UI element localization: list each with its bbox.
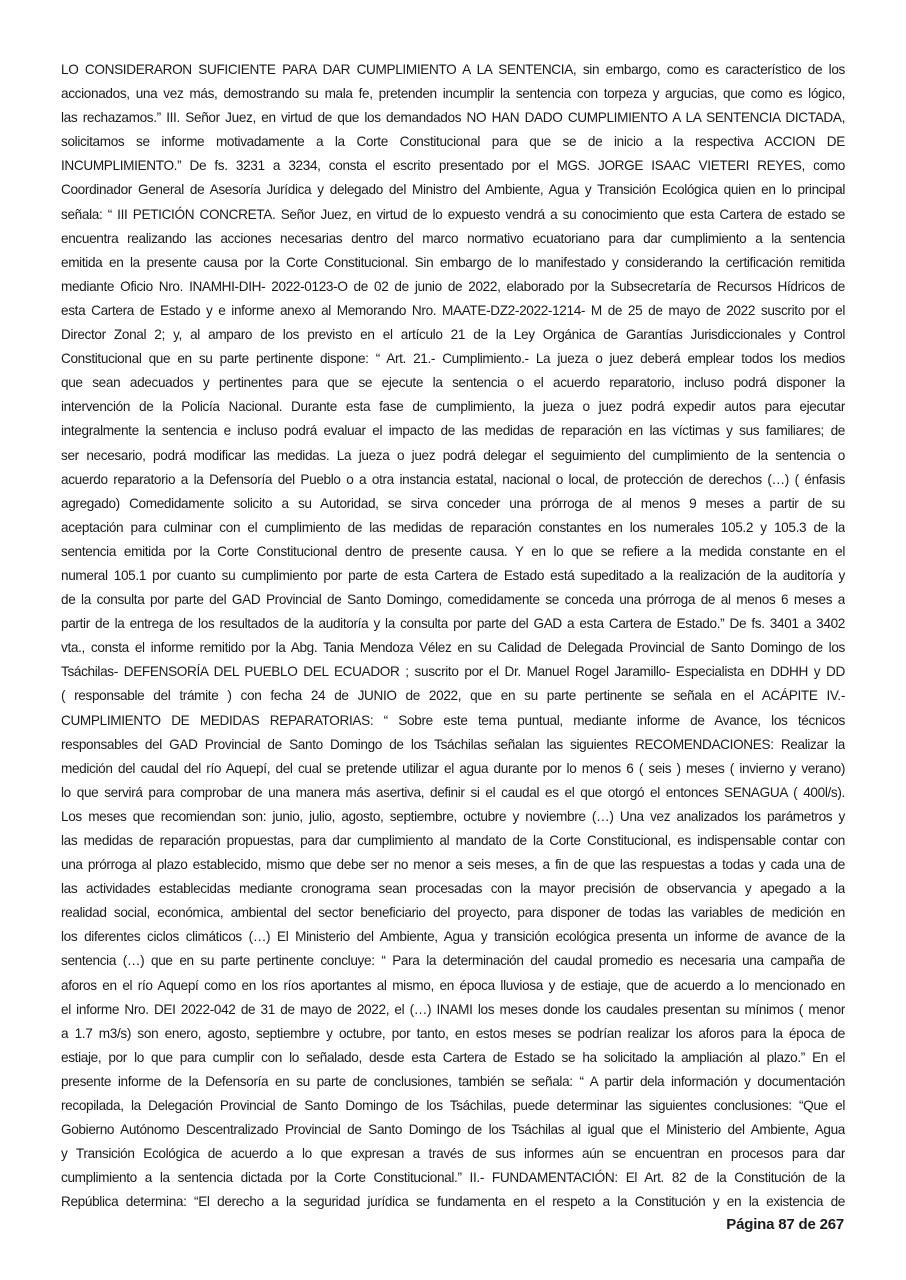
text-line: Tsáchilas- DEFENSORÍA DEL PUEBLO DEL ECUADOR ; suscrito por el Dr. Manuel Rogel Jaramillo- Especialista en DDHH y DD	[61, 664, 845, 680]
text-line: responsables del GAD Provincial de Santo Domingo de los Tsáchilas señalan las siguientes RECOMENDACIONES: Realizar la	[61, 736, 845, 752]
text-line: recopilada, la Delegación Provincial de Santo Domingo de los Tsáchilas, puede determinar las siguientes conclusiones: “Que el	[61, 1098, 845, 1114]
text-line: cumplimiento a la sentencia dictada por la Corte Constitucional.” II.- FUNDAMENTACIÓN: El Art. 82 de la Constitución de la	[61, 1170, 845, 1186]
text-line: el informe Nro. DEI 2022-042 de 31 de mayo de 2022, el (…) INAMI los meses donde los caudales presentan su mínimos ( menor	[61, 1001, 845, 1017]
text-line: emitida en la presente causa por la Corte Constitucional. Sin embargo de lo manifestado y considerando la certificación remitida	[61, 254, 845, 270]
text-line: aceptación para culminar con el cumplimiento de las medidas de reparación constantes en los numerales 105.2 y 105.3 de la	[61, 519, 845, 535]
text-line: acuerdo reparatorio a la Defensoría del Pueblo o a otra instancia estatal, nacional o local, de protección de derechos (…) ( énfasis	[61, 471, 845, 487]
text-line: señala: “ III PETICIÓN CONCRETA. Señor Juez, en virtud de lo expuesto vendrá a su conocimiento que esta Cartera de estado se	[61, 206, 845, 222]
text-line: intervención de la Policía Nacional. Durante esta fase de cumplimiento, la jueza o juez podrá expedir autos para ejecutar	[61, 399, 845, 415]
text-line: CUMPLIMIENTO DE MEDIDAS REPARATORIAS: “ Sobre este tema puntual, mediante informe de Avance, los técnicos	[61, 712, 845, 728]
text-line: INCUMPLIMIENTO.” De fs. 3231 a 3234, consta el escrito presentado por el MGS. JORGE ISAAC VIETERI REYES, como	[61, 158, 845, 174]
text-line: mediante Oficio Nro. INAMHI-DIH- 2022-0123-O de 02 de junio de 2022, elaborado por la Subsecretaría de Recursos Hídricos de	[61, 278, 845, 294]
text-line: medición del caudal del río Aquepí, del cual se pretende utilizar el agua durante por lo menos 6 ( seis ) meses ( invierno y verano)	[61, 760, 845, 776]
text-line: presente informe de la Defensoría en su parte de conclusiones, también se señala: “ A partir dela información y documentación	[61, 1073, 845, 1089]
text-line: República determina: “El derecho a la seguridad jurídica se fundamenta en el respeto a la Constitución y en la existencia de	[61, 1194, 845, 1210]
text-line: esta Cartera de Estado y e informe anexo al Memorando Nro. MAATE-DZ2-2022-1214- M de 25 de mayo de 2022 suscrito por el	[61, 302, 845, 318]
text-line: accionados, una vez más, demostrando su mala fe, pretenden incumplir la sentencia con torpeza y argucias, que como es lógico,	[61, 86, 845, 102]
text-line: Coordinador General de Asesoría Jurídica y delegado del Ministro del Ambiente, Agua y Transición Ecológica quien en lo principal	[61, 182, 845, 198]
text-line: Constitucional que en su parte pertinente dispone: “ Art. 21.- Cumplimiento.- La jueza o juez deberá emplear todos los medios	[61, 351, 845, 367]
text-line: encuentra realizando las acciones necesarias dentro del marco normativo ecuatoriano para dar cumplimiento a la sentencia	[61, 230, 845, 246]
text-line: realidad social, económica, ambiental del sector beneficiario del proyecto, para disponer de todas las variables de medición en	[61, 905, 845, 921]
text-line: las actividades establecidas mediante cronograma sean procesadas con la mayor precisión de observancia y apegado a la	[61, 881, 845, 897]
text-line: lo que servirá para comprobar de una manera más asertiva, definir si el caudal es el que otorgó el entonces SENAGUA ( 400l/s).	[61, 784, 845, 800]
text-line: vta., consta el informe remitido por la Abg. Tania Mendoza Vélez en su Calidad de Delegada Provincial de Santo Domingo de los	[61, 640, 845, 656]
text-line: partir de la entrega de los resultados de la auditoría y la consulta por parte del GAD a esta Cartera de Estado.” De fs. 3401 a 3402	[61, 616, 845, 632]
text-line: agregado) Comedidamente solicito a su Autoridad, se sirva conceder una prórroga de al menos 9 meses a partir de su	[61, 495, 845, 511]
text-line: LO CONSIDERARON SUFICIENTE PARA DAR CUMPLIMIENTO A LA SENTENCIA, sin embargo, como es característico de los	[61, 62, 845, 77]
text-line: ( responsable del trámite ) con fecha 24 de JUNIO de 2022, que en su parte pertinente se señala en el ACÁPITE IV.-	[61, 688, 845, 704]
text-line: integralmente la sentencia e incluso podrá evaluar el impacto de las medidas de reparación en las víctimas y sus familiares; de	[61, 423, 845, 439]
body-text	[61, 58, 845, 1215]
text-line: las rechazamos.” III. Señor Juez, en virtud de que los demandados NO HAN DADO CUMPLIMIENTO A LA SENTENCIA DICTADA,	[61, 110, 845, 126]
text-line: aforos en el río Aquepí como en los ríos aportantes al mismo, en época lluviosa y de estiaje, que de acuerdo a lo mencionado en	[61, 977, 845, 993]
text-line: que sean adecuados y pertinentes para que se ejecute la sentencia o el acuerdo reparatorio, incluso podrá disponer la	[61, 375, 845, 391]
text-line: ser necesario, podrá modificar las medidas. La jueza o juez podrá delegar el seguimiento del cumplimiento de la sentencia o	[61, 447, 845, 463]
text-line: las medidas de reparación propuestas, para dar cumplimiento al mandato de la Corte Constitucional, es indispensable contar con	[61, 833, 845, 848]
text-line: los diferentes ciclos climáticos (…) El Ministerio del Ambiente, Agua y transición ecológica presenta un informe de avance de la	[61, 929, 845, 945]
text-line: a 1.7 m3/s) son enero, agosto, septiembre y octubre, por tanto, en estos meses se podrían realizar los aforos para la época de	[61, 1025, 845, 1041]
text-line: sentencia (…) que en su parte pertinente concluye: “ Para la determinación del caudal promedio es necesaria una campaña de	[61, 953, 845, 969]
text-line: numeral 105.1 por cuanto su cumplimiento por parte de esta Cartera de Estado está supeditado a la realización de la auditoría y	[61, 567, 845, 583]
text-line: una prórroga al plazo establecido, mismo que debe ser no menor a seis meses, a fin de que las respuestas a todas y cada una de	[61, 857, 845, 873]
text-line: estiaje, por lo que para cumplir con lo señalado, desde esta Cartera de Estado se ha solicitado la ampliación al plazo.” En el	[61, 1049, 845, 1065]
text-line: Los meses que recomiendan son: junio, julio, agosto, septiembre, octubre y noviembre (…) Una vez analizados los parámetros y	[61, 808, 845, 824]
text-line: de la consulta por parte del GAD Provincial de Santo Domingo, comedidamente se conceda una prórroga de al menos 6 meses a	[61, 592, 845, 608]
text-line: Director Zonal 2; y, al amparo de los previsto en el artículo 21 de la Ley Orgánica de Garantías Jurisdiccionales y Control	[61, 327, 845, 343]
text-line: Gobierno Autónomo Descentralizado Provincial de Santo Domingo de los Tsáchilas al igual que el Ministerio del Ambiente, Agua	[61, 1122, 845, 1138]
text-line: sentencia emitida por la Corte Constitucional dentro de presente causa. Y en lo que se refiere a la medida constante en el	[61, 543, 845, 559]
text-line: solicitamos se informe motivadamente a la Corte Constitucional para que se de inicio a la respectiva ACCION DE	[61, 134, 845, 150]
page-number: Página 87 de 267	[726, 1216, 844, 1233]
text-line: y Transición Ecológica de acuerdo a lo que expresan a través de sus informes aún se encuentran en procesos para dar	[61, 1146, 845, 1162]
